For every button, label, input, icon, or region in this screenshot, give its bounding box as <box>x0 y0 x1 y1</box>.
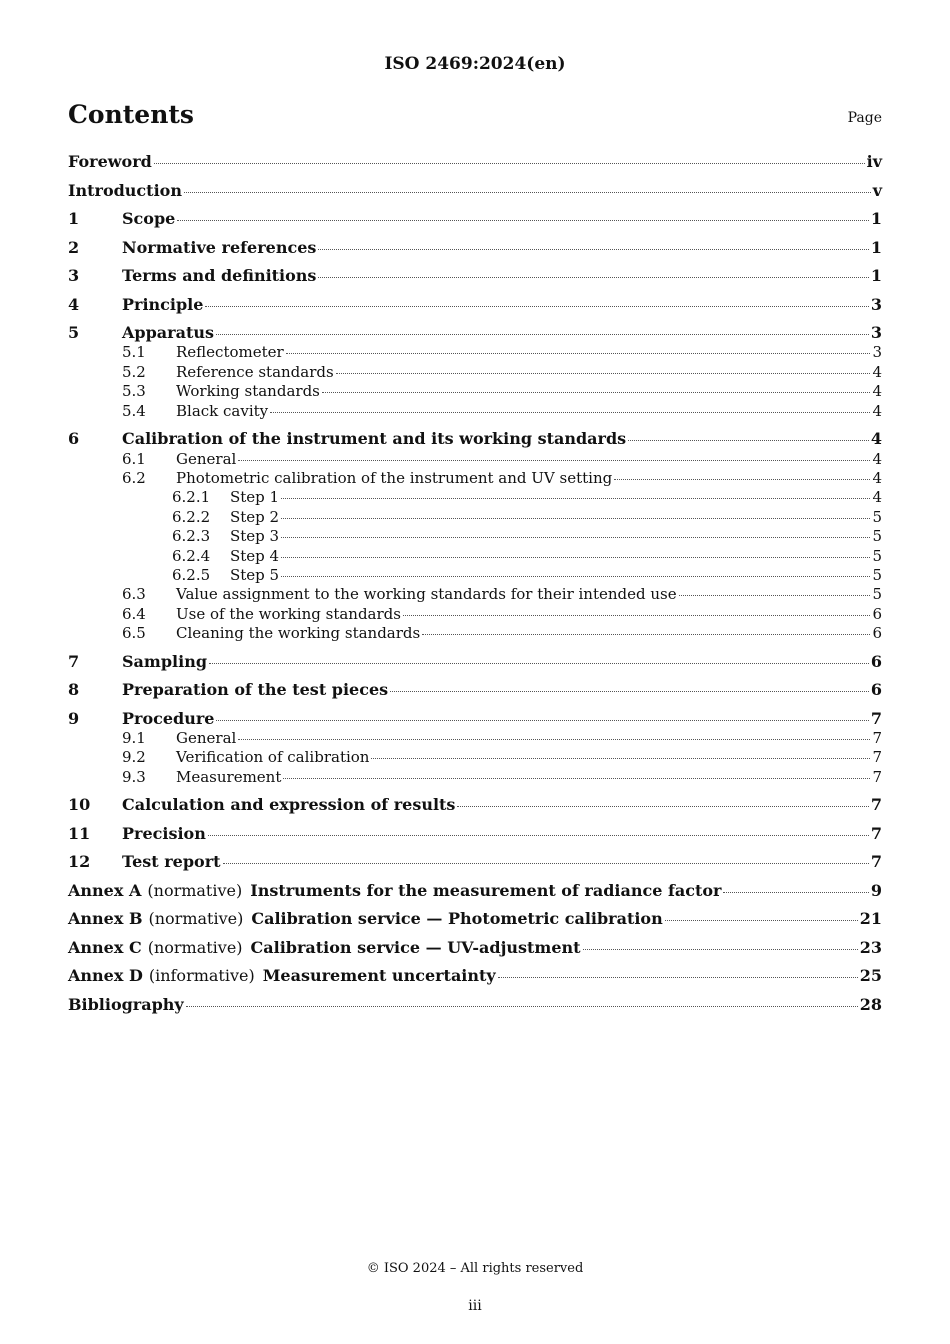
dot-leader <box>498 976 858 978</box>
toc-entry[interactable] <box>68 652 882 672</box>
toc-entry[interactable] <box>68 401 882 421</box>
toc-entry-page: 3 <box>870 323 882 342</box>
toc-entry[interactable] <box>68 966 882 986</box>
toc-entry[interactable] <box>68 795 882 815</box>
toc-entry-page: 3 <box>870 294 882 314</box>
dot-leader <box>457 805 868 807</box>
toc-entry[interactable] <box>68 381 882 401</box>
toc-entry-title: Principle <box>122 294 204 314</box>
toc-entry-title: Step 2 <box>230 507 280 526</box>
toc-entry[interactable] <box>68 362 882 382</box>
toc-entry-title: Measurement <box>176 767 282 786</box>
toc-entry-number: 11 <box>68 823 91 843</box>
dot-leader <box>286 352 871 354</box>
toc-entry[interactable] <box>68 680 882 700</box>
toc-entry-title: Foreword <box>68 152 152 171</box>
toc-entry[interactable] <box>68 468 882 488</box>
toc-entry-title: Sampling <box>122 651 208 671</box>
toc-entry-number: 1 <box>68 209 80 228</box>
toc-entry-number: 6.2.3 <box>172 527 211 546</box>
toc-entry-number: 4 <box>68 294 80 314</box>
dot-leader <box>723 891 868 893</box>
toc-entry-page: 7 <box>870 708 882 728</box>
annex-category: (normative) <box>147 880 243 900</box>
dot-leader <box>336 372 871 374</box>
toc-entry-title: Scope <box>122 209 176 228</box>
dot-leader <box>281 556 870 558</box>
toc-entry-page: 5 <box>872 507 882 526</box>
toc-entry-title: Step 5 <box>230 565 280 584</box>
toc-entry-title: Use of the working standards <box>176 604 401 623</box>
toc-entry[interactable] <box>68 429 882 449</box>
toc-entry-page: 6 <box>872 624 882 643</box>
toc-entry-title: Step 3 <box>230 527 280 546</box>
toc-entry-title: Working standards <box>176 382 320 401</box>
annex-label: Annex D <box>68 966 143 986</box>
toc-entry-number: 6.5 <box>122 624 146 643</box>
toc-entry[interactable] <box>68 266 882 286</box>
toc-entry-page: 4 <box>872 468 882 487</box>
dot-leader <box>208 834 869 836</box>
toc-entry-page: 28 <box>859 994 882 1014</box>
dot-leader <box>209 662 869 664</box>
toc-entry-page: 7 <box>872 729 882 747</box>
dot-leader <box>216 719 868 721</box>
dot-leader <box>390 690 869 692</box>
toc-entry-number: 6.3 <box>122 585 146 604</box>
toc-entry-number: 7 <box>68 651 80 671</box>
toc-entry[interactable] <box>68 995 882 1015</box>
toc-entry[interactable] <box>68 487 882 507</box>
annex-label: Annex A <box>68 880 142 900</box>
toc-entry-page: 4 <box>872 449 882 468</box>
toc-entry-title: Normative references <box>122 237 317 257</box>
page-column-label: Page <box>847 110 882 126</box>
toc-entry-title: Verification of calibration <box>176 748 370 767</box>
dot-leader <box>422 633 870 635</box>
annex-label: Annex C <box>68 937 142 957</box>
annex-label: Annex B <box>68 909 143 929</box>
dot-leader <box>216 333 869 335</box>
toc-entry-number: 9 <box>68 708 80 728</box>
toc-entry-number: 5.1 <box>122 343 146 362</box>
toc-entry-title: Terms and definitions <box>122 266 317 285</box>
dot-leader <box>238 459 870 461</box>
toc-entry-page: 7 <box>870 823 882 843</box>
toc-entry[interactable] <box>68 323 882 343</box>
toc-entry[interactable] <box>68 507 882 527</box>
toc-entry-number: 3 <box>68 266 80 285</box>
page-number: iii <box>468 1298 482 1314</box>
toc-entry-page: 9 <box>870 880 882 900</box>
toc-entry-page: 7 <box>870 852 882 872</box>
toc-entry-title: Reflectometer <box>176 343 284 362</box>
dot-leader <box>628 439 869 441</box>
dot-leader <box>270 411 870 413</box>
toc-entry-page: 4 <box>872 401 882 420</box>
toc-entry-number: 6.2.2 <box>172 507 211 526</box>
toc-entry-page: 5 <box>872 527 882 546</box>
toc-entry-title: Reference standards <box>176 362 334 381</box>
toc-entry[interactable] <box>68 295 882 315</box>
toc-entry-number: 6.2 <box>122 468 146 487</box>
toc-entry-page: 4 <box>872 362 882 381</box>
toc-entry-number: 8 <box>68 680 80 700</box>
toc-entry-page: 1 <box>870 266 882 285</box>
toc-entry-number: 5.2 <box>122 362 146 381</box>
toc-entry-page: 5 <box>872 565 882 584</box>
toc-entry[interactable] <box>68 565 882 585</box>
toc-entry[interactable] <box>68 938 882 958</box>
dot-leader <box>283 777 870 779</box>
toc-entry[interactable] <box>68 881 882 901</box>
toc-entry-number: 5.4 <box>122 401 146 420</box>
toc-entry-title: Measurement uncertainty <box>262 966 496 986</box>
dot-leader <box>281 517 870 519</box>
toc-entry[interactable] <box>68 709 882 729</box>
toc-entry-number: 6.2.1 <box>172 488 211 507</box>
toc-entry[interactable] <box>68 526 882 546</box>
toc-entry[interactable] <box>68 342 882 362</box>
toc-entry-number: 2 <box>68 237 80 257</box>
dot-leader <box>184 191 871 193</box>
dot-leader <box>614 478 870 480</box>
toc-entry-title: Bibliography <box>68 994 184 1014</box>
toc-entry-number: 9.3 <box>122 767 146 786</box>
copyright-footer: © ISO 2024 – All rights reserved <box>366 1261 584 1276</box>
dot-leader <box>403 614 870 616</box>
toc-entry[interactable] <box>68 728 882 748</box>
toc-entry-page: 7 <box>870 795 882 815</box>
toc-entry-number: 6.2.4 <box>172 546 211 565</box>
toc-entry-page: 6 <box>870 680 882 700</box>
dot-leader <box>583 948 858 950</box>
toc-entry-title: Value assignment to the working standards for their intended use <box>176 585 677 604</box>
toc-entry-number: 9.2 <box>122 748 146 767</box>
toc-entry-page: 5 <box>872 546 882 565</box>
toc-entry-title: Calibration of the instrument and its working standards <box>122 429 627 449</box>
dot-leader <box>177 219 869 221</box>
annex-category: (normative) <box>148 909 244 929</box>
toc-entry-title: Introduction <box>68 180 182 200</box>
toc-entry-title: Calculation and expression of results <box>122 795 456 815</box>
annex-category: (informative) <box>148 966 255 986</box>
dot-leader <box>154 162 865 164</box>
toc-entry[interactable] <box>68 767 882 787</box>
dot-leader <box>205 305 868 307</box>
toc-entry-number: 6.2.5 <box>172 565 211 584</box>
toc-entry-page: 25 <box>859 966 882 986</box>
annex-category: (normative) <box>147 937 243 957</box>
toc-entry-title: Cleaning the working standards <box>176 624 421 643</box>
toc-entry-page: v <box>872 180 882 200</box>
toc-entry-page: 21 <box>859 909 882 929</box>
dot-leader <box>665 919 858 921</box>
toc-entry-page: 7 <box>872 748 882 767</box>
toc-entry-title: Calibration service — Photometric calibration <box>251 909 663 929</box>
toc-entry-page: 4 <box>870 429 882 449</box>
dot-leader <box>318 276 868 278</box>
toc-entry[interactable] <box>68 584 882 604</box>
toc-entry-number: 12 <box>68 852 91 872</box>
toc-entry-page: 7 <box>872 767 882 786</box>
toc-entry-page: 6 <box>872 604 882 623</box>
toc-entry-title: General <box>176 729 237 747</box>
toc-entry-title: Photometric calibration of the instrument and UV setting <box>176 468 613 487</box>
toc-entry-page: 1 <box>870 209 882 228</box>
dot-leader <box>281 536 870 538</box>
toc-entry-page: 4 <box>872 382 882 401</box>
toc-entry[interactable] <box>68 546 882 566</box>
toc-entry-number: 5.3 <box>122 382 146 401</box>
toc-entry-title: Step 1 <box>230 488 280 507</box>
toc-entry-page: 5 <box>872 585 882 604</box>
dot-leader <box>318 248 868 250</box>
toc-entry-title: Procedure <box>122 708 215 728</box>
toc-entry-number: 6 <box>68 429 80 449</box>
toc-entry[interactable] <box>68 747 882 767</box>
toc-entry-page: 1 <box>870 237 882 257</box>
dot-leader <box>186 1005 858 1007</box>
dot-leader <box>281 497 870 499</box>
dot-leader <box>371 757 870 759</box>
toc-entry-number: 10 <box>68 795 91 815</box>
dot-leader <box>679 594 871 596</box>
toc-entry-title: Step 4 <box>230 546 280 565</box>
toc-entry-number: 9.1 <box>122 729 146 747</box>
toc-entry[interactable] <box>68 852 882 872</box>
toc-entry-page: 23 <box>859 937 882 957</box>
toc-entry-title: Instruments for the measurement of radiance factor <box>250 880 722 900</box>
toc-entry[interactable] <box>68 209 882 229</box>
document-id-header: ISO 2469:2024(en) <box>384 54 566 74</box>
toc-entry[interactable] <box>68 152 882 172</box>
toc-entry[interactable] <box>68 238 882 258</box>
dot-leader <box>223 862 869 864</box>
toc-entry[interactable] <box>68 909 882 929</box>
dot-leader <box>322 391 871 393</box>
toc-entry[interactable] <box>68 623 882 643</box>
toc-entry-title: Precision <box>122 823 206 843</box>
toc-entry-page: 6 <box>870 651 882 671</box>
toc-entry-title: Test report <box>122 852 221 872</box>
dot-leader <box>281 575 870 577</box>
contents-title: Contents <box>68 100 195 129</box>
toc-entry-title: Preparation of the test pieces <box>122 680 389 700</box>
toc-entry[interactable] <box>68 824 882 844</box>
toc-entry-number: 6.4 <box>122 604 146 623</box>
toc-entry[interactable] <box>68 449 882 469</box>
toc-entry-page: 3 <box>872 343 882 362</box>
toc-entry-title: Calibration service — UV-adjustment <box>250 937 581 957</box>
toc-entry-number: 6.1 <box>122 449 146 468</box>
toc-entry-number: 5 <box>68 323 80 342</box>
toc-entry-title: Black cavity <box>176 401 269 420</box>
toc-entry-page: 4 <box>872 488 882 507</box>
toc-entry-title: General <box>176 449 237 468</box>
toc-entry-page: iv <box>866 152 882 171</box>
toc-entry[interactable] <box>68 181 882 201</box>
dot-leader <box>238 738 870 740</box>
toc-entry[interactable] <box>68 604 882 624</box>
toc-entry-title: Apparatus <box>122 323 214 342</box>
